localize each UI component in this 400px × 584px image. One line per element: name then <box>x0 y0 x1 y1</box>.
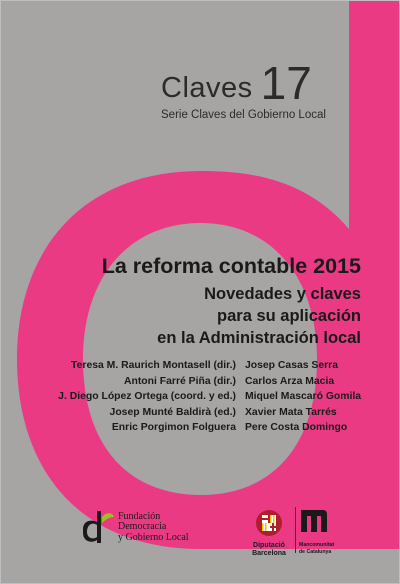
author-name: Josep Casas Serra <box>245 360 338 371</box>
mancomunitat-m-icon <box>299 506 329 536</box>
author-name: Carlos Arza Macia <box>245 375 335 387</box>
logo-divider <box>295 507 296 553</box>
author-name: Josep Munté Baldirà (ed.) <box>109 406 236 418</box>
diputacio-line: Barcelona <box>252 550 286 557</box>
fundacion-line: Democracia <box>118 521 167 532</box>
fundacion-line: y Gobierno Local <box>118 531 189 543</box>
author-name: Miquel Mascaró Gomila <box>245 391 362 403</box>
author-name: Pere Costa Domingo <box>245 422 348 434</box>
fundacion-logo <box>77 509 189 545</box>
mancomunitat-line: de Catalunya <box>299 548 332 555</box>
author-name: Teresa M. Raurich Montasell (dir.) <box>71 360 236 371</box>
author-name: J. Diego López Ortega (coord. y ed.) <box>58 391 236 403</box>
series-number: 17 <box>260 57 312 109</box>
subtitle-line: Novedades y claves <box>204 285 361 303</box>
subtitle-line: para su aplicación <box>217 307 361 325</box>
series-name: Claves <box>161 72 253 104</box>
diputacio-line: Diputació <box>253 542 285 549</box>
mancomunitat-line: Mancomunitat <box>299 542 335 548</box>
series-subtitle: Serie Claves del Gobierno Local <box>161 109 326 121</box>
author-name: Xavier Mata Tarrés <box>245 406 337 418</box>
author-name: Antoni Farré Piña (dir.) <box>124 375 236 387</box>
fundacion-line: Fundación <box>118 510 161 522</box>
subtitle-line: en la Administración local <box>157 329 361 347</box>
authors-left-column <box>58 358 236 436</box>
series-heading <box>161 57 326 109</box>
book-subtitle <box>157 283 361 349</box>
fundacion-d-icon <box>77 509 115 545</box>
fundacion-name <box>118 512 189 544</box>
series-block <box>161 57 326 121</box>
diputacio-logo <box>245 509 293 558</box>
diputacio-name <box>245 542 293 558</box>
diputacio-shield-icon <box>255 509 283 537</box>
authors-right-column <box>245 358 361 436</box>
author-name: Enric Porgimon Folguera <box>111 422 236 434</box>
mancomunitat-logo <box>299 506 345 555</box>
book-title: La reforma contable 2015 <box>101 254 361 278</box>
mancomunitat-name <box>299 542 345 555</box>
